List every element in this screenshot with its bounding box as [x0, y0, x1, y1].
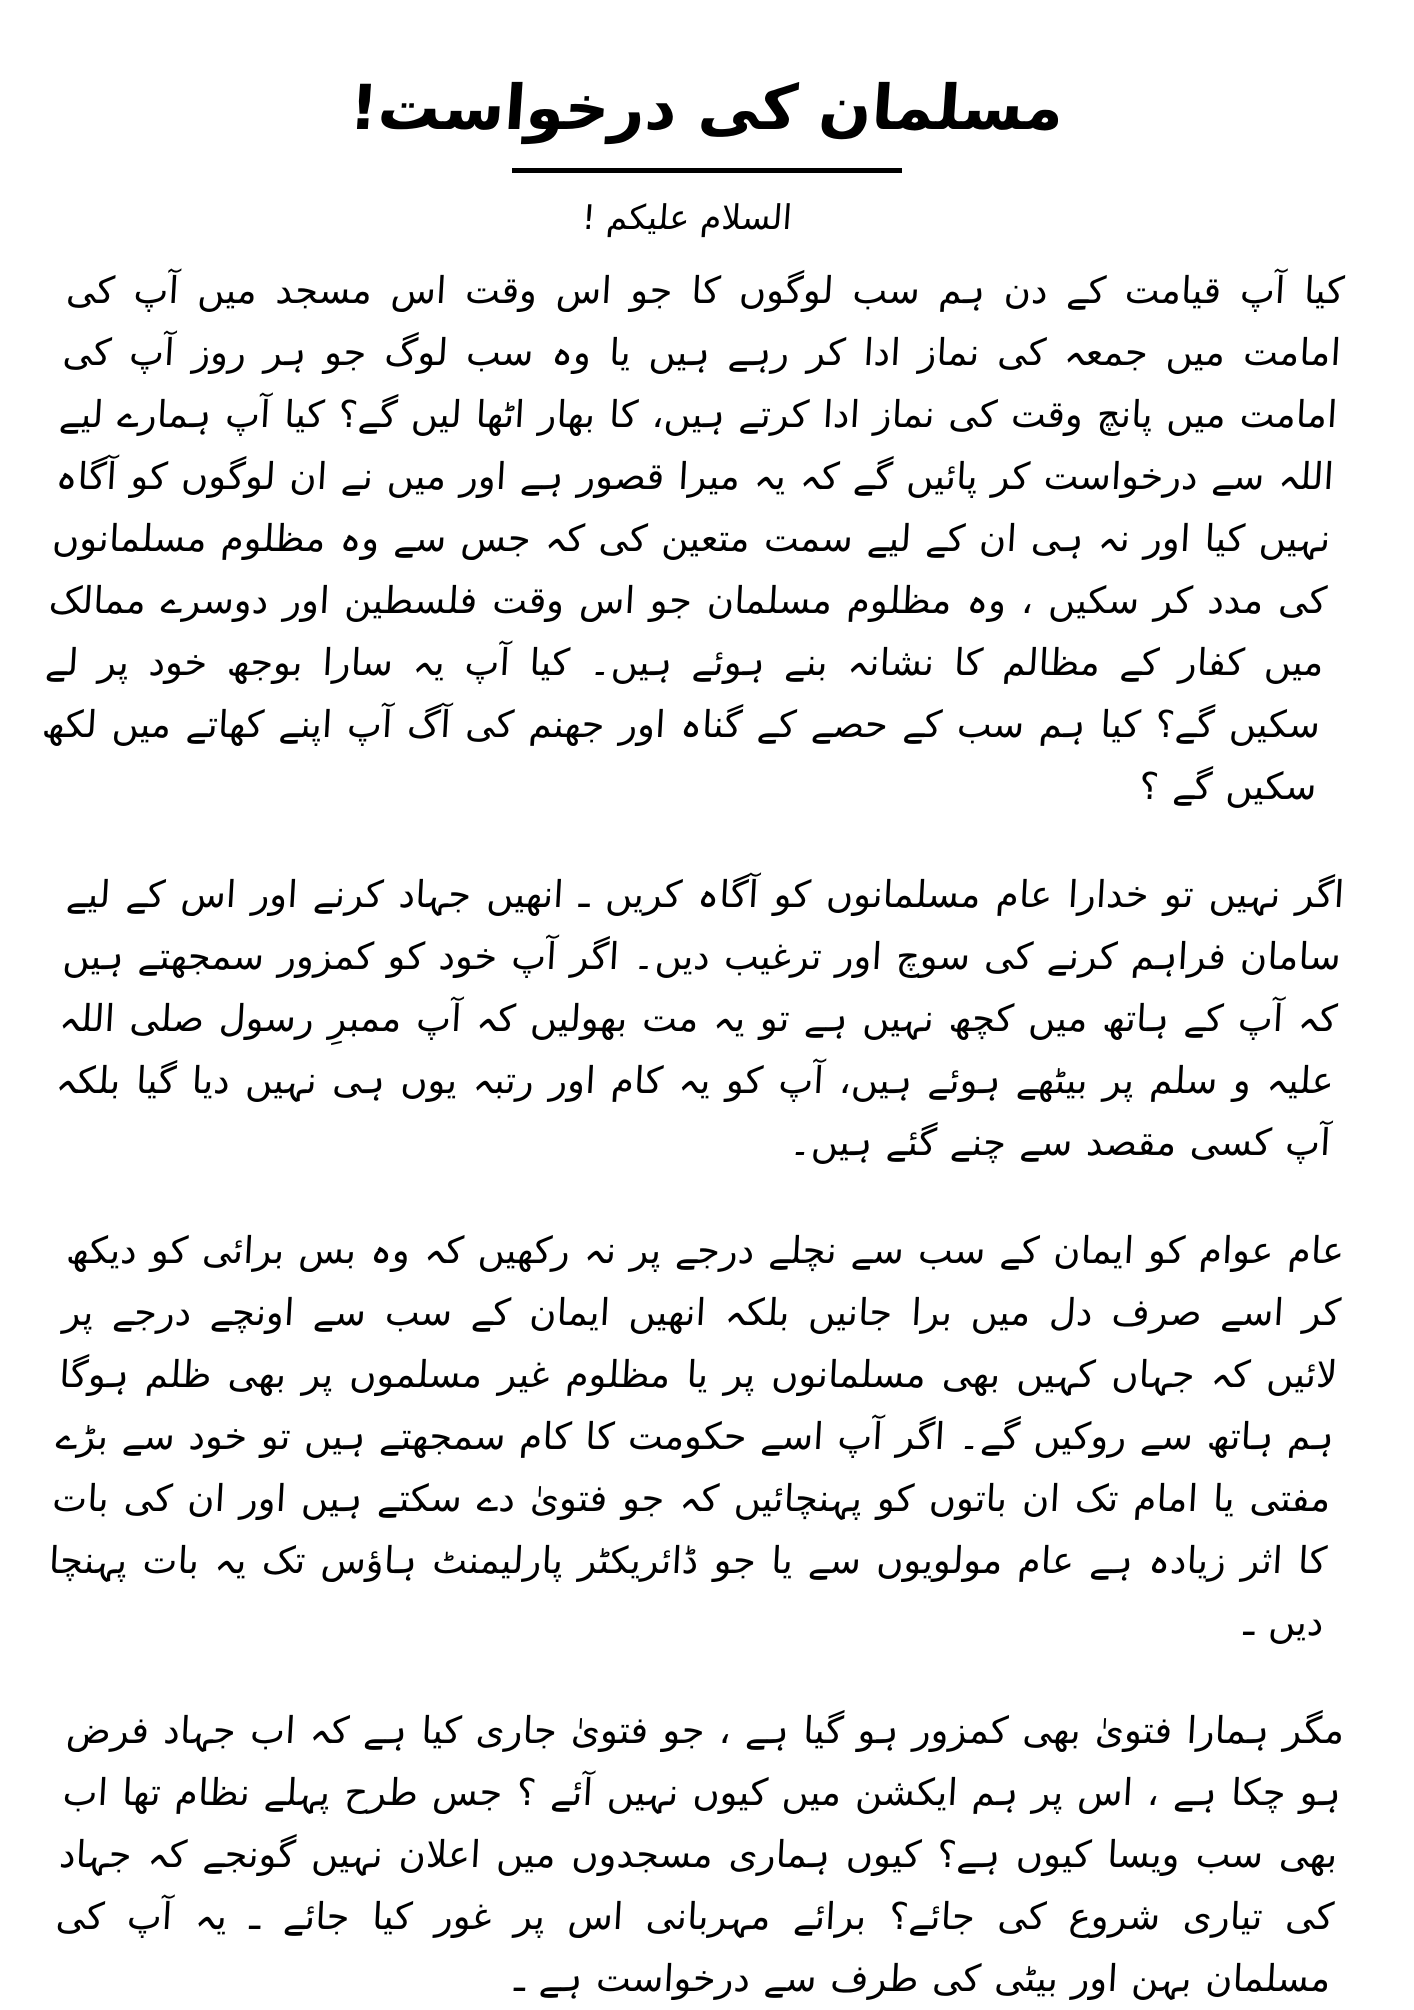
title-underline-rule	[512, 168, 902, 173]
page-title: مسلمان کی درخواست!	[347, 71, 1067, 144]
body-paragraph-4: مگر ہمارا فتویٰ بھی کمزور ہو گیا ہے ، جو فتویٰ جاری کیا ہے کہ اب جہاد فرض ہو چکا ہے ، اس پر ہم ایکشن میں کیوں نہیں آئے ؟ جس طرح پہلے نظام تھا اب بھی سب ویسا کیوں ہے؟ کیوں ہماری مسجدوں میں اعلان نہیں گونجے کہ جہاد کی تیاری شروع کی جائے؟ برائے مہربانی اس پر غور کیا جائے ـ یہ آپ کی مسلمان بہن اور بیٹی کی طرف سے درخواست ہے ـ	[54, 1709, 1346, 2001]
salutation-text: السلام علیکم !	[580, 197, 794, 238]
salutation-row	[68, 195, 1346, 243]
body-paragraph-3: عام عوام کو ایمان کے سب سے نچلے درجے پر نہ رکھیں کہ وہ بس برائی کو دیکھ کر اسے صرف دل میں برا جانیں بلکہ انھیں ایمان کے سب سے اونچے درجے پر لائیں کہ جہاں کہیں بھی مسلمانوں پر یا مظلوم غیر مسلموں پر بھی ظلم ہوگا ہم ہاتھ سے روکیں گے۔ اگر آپ اسے حکومت کا کام سمجھتے ہیں تو خود سے بڑے مفتی یا امام تک ان باتوں کو پہنچائیں کہ جو فتویٰ دے سکتے ہیں اور ان کی بات کا اثر زیادہ ہے عام مولویوں سے یا جو ڈائریکٹر پارلیمنٹ ہاؤس تک یہ بات پہنچا دیں ـ	[47, 1229, 1346, 1645]
body-paragraph-2: اگر نہیں تو خدارا عام مسلمانوں کو آگاہ کریں ـ انھیں جہاد کرنے اور اس کے لیے سامان فراہم کرنے کی سوچ اور ترغیب دیں۔ اگر آپ خود کو کمزور سمجھتے ہیں کہ آپ کے ہاتھ میں کچھ نہیں ہے تو یہ مت بھولیں کہ آپ ممبرِ رسول صلی اللہ علیہ و سلم پر بیٹھے ہوئے ہیں، آپ کو یہ کام اور رتبہ یوں ہی نہیں دیا گیا بلکہ آپ کسی مقصد سے چنے گئے ہیں۔	[54, 873, 1346, 1165]
title-block	[68, 56, 1346, 173]
body-paragraph-1: کیا آپ قیامت کے دن ہم سب لوگوں کا جو اس وقت اس مسجد میں آپ کی امامت میں جمعہ کی نماز ادا کر رہے ہیں یا وہ سب لوگ جو ہر روز آپ کی امامت میں پانچ وقت کی نماز ادا کرتے ہیں، کا بھار اٹھا لیں گے؟ کیا آپ ہمارے لیے اللہ سے درخواست کر پائیں گے کہ یہ میرا قصور ہے اور میں نے ان لوگوں کو آگاہ نہیں کیا اور نہ ہی ان کے لیے سمت متعین کی کہ جس سے وہ مظلوم مسلمانوں کی مدد کر سکیں ، وہ مظلوم مسلمان جو اس وقت فلسطین اور دوسرے ممالک میں کفار کے مظالم کا نشانہ بنے ہوئے ہیں۔ کیا آپ یہ سارا بوجھ خود پر لے سکیں گے؟ کیا ہم سب کے حصے کے گناہ اور جھنم کی آگ آپ اپنے کھاتے میں لکھ سکیں گے ؟	[40, 269, 1346, 809]
